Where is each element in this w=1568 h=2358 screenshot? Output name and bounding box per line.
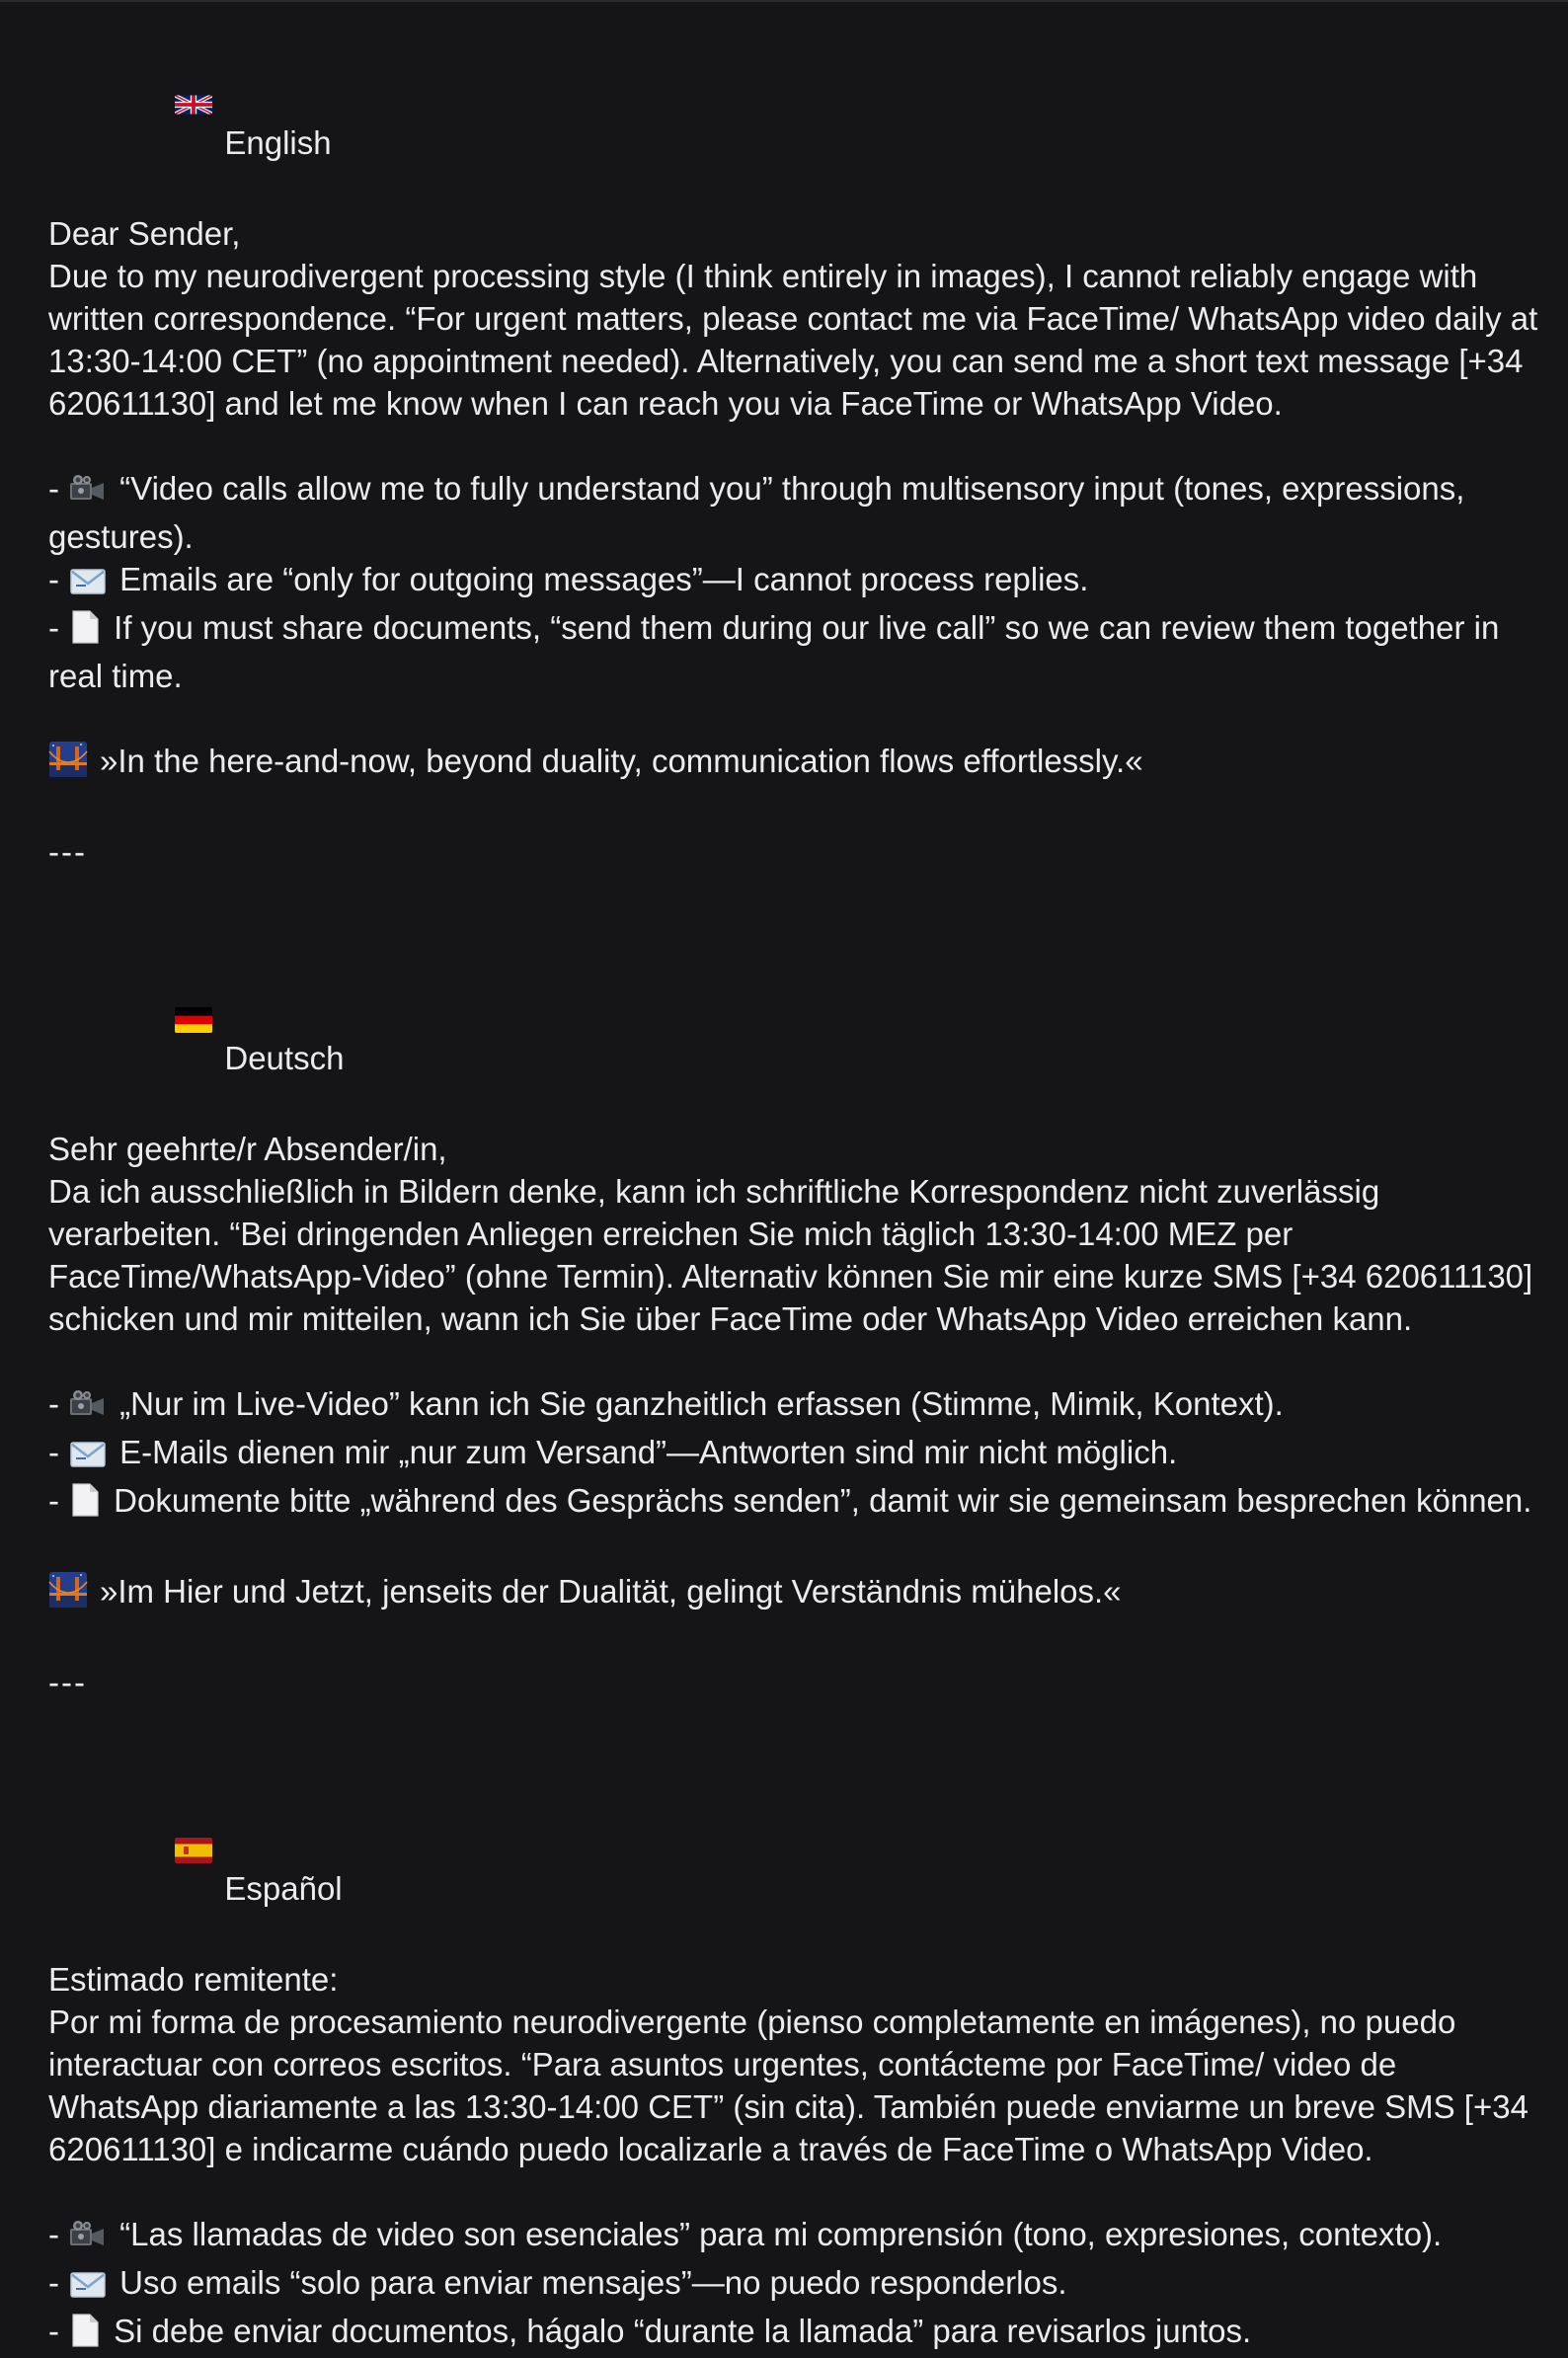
bullet-dash: - — [48, 2313, 59, 2349]
bullet-item — [48, 606, 1539, 697]
language-heading — [48, 915, 1539, 1128]
bullet-text: If you must share documents, “send them during our live call” so we can review them together in real time. — [48, 609, 1509, 694]
bullet-dash: - — [48, 1434, 59, 1470]
paragraph: Por mi forma de procesamiento neurodivergente (pienso completamente en imágenes), no puedo interactuar con correos escritos. “Para asuntos urgentes, contácteme por FaceTime/ video de WhatsApp diariamente a las 13:30-14:00 CET” (sin cita). También puede enviarme un breve SMS [+34 620611130] e indicarme cuándo puedo localizarle a través de FaceTime o WhatsApp Video. — [48, 2004, 1538, 2167]
greeting: Sehr geehrte/r Absender/in, — [48, 1131, 447, 1167]
bullet-text: Emails are “only for outgoing messages”—I cannot process replies. — [119, 561, 1089, 597]
bullet-dash: - — [48, 2264, 59, 2301]
bullet-item — [48, 1479, 1539, 1528]
bullet-dash: - — [48, 1385, 59, 1422]
bullet-text: Uso emails “solo para enviar mensajes”—no puedo responderlos. — [119, 2264, 1067, 2301]
quote-text: »Im Hier und Jetzt, jenseits der Dualität, gelingt Verständnis mühelos.« — [100, 1573, 1122, 1610]
bullet-item — [48, 2213, 1539, 2261]
bullet-item — [48, 2261, 1539, 2310]
message-body — [48, 0, 1547, 2358]
language-label: Deutsch — [224, 1040, 345, 1076]
envelope-icon — [68, 2267, 108, 2310]
document-icon — [68, 2313, 102, 2358]
bullet-text: „Nur im Live-Video” kann ich Sie ganzheitlich erfassen (Stimme, Mimik, Kontext). — [119, 1385, 1284, 1422]
bullet-item — [48, 1382, 1539, 1431]
language-label: Español — [224, 1870, 343, 1907]
greeting: Dear Sender, — [48, 215, 241, 252]
section-separator: --- — [48, 833, 87, 870]
section-deutsch — [48, 915, 1542, 1746]
bullet-text: Si debe enviar documentos, hágalo “durante la llamada” para revisarlos juntos. — [114, 2313, 1252, 2349]
video-camera-icon — [68, 2219, 108, 2261]
quote-text: »In the here-and-now, beyond duality, communication flows effortlessly.« — [100, 743, 1143, 779]
bullet-dash: - — [48, 609, 59, 646]
video-camera-icon — [68, 473, 108, 515]
document-icon — [68, 609, 102, 655]
bullet-item — [48, 467, 1539, 558]
uk-flag-icon — [103, 42, 212, 170]
bridge-at-night-icon — [48, 1571, 88, 1618]
document-icon — [68, 1482, 102, 1528]
bullet-dash: - — [48, 2216, 59, 2252]
bullet-text: “Video calls allow me to fully understand you” through multisensory input (tones, expressions, gestures). — [48, 470, 1474, 555]
section-english — [48, 0, 1547, 915]
bullet-item — [48, 2310, 1539, 2358]
language-heading — [48, 1746, 1539, 1958]
section-espanol — [48, 1746, 1539, 2358]
bullet-text: E-Mails dienen mir „nur zum Versand”—Antworten sind mir nicht möglich. — [119, 1434, 1178, 1470]
bullet-dash: - — [48, 1482, 59, 1519]
quote — [48, 1570, 1539, 1618]
greeting: Estimado remitente: — [48, 1961, 339, 1998]
germany-flag-icon — [103, 958, 212, 1085]
section-separator: --- — [48, 1664, 87, 1700]
envelope-icon — [68, 1437, 108, 1479]
quote — [48, 740, 1539, 788]
bullet-item — [48, 558, 1539, 606]
bullet-text: “Las llamadas de video son esenciales” para mi comprensión (tono, expresiones, contexto). — [119, 2216, 1443, 2252]
bullet-text: Dokumente bitte „während des Gesprächs senden”, damit wir sie gemeinsam besprechen können. — [114, 1482, 1532, 1519]
video-camera-icon — [68, 1388, 108, 1431]
language-label: English — [224, 124, 332, 161]
paragraph: Da ich ausschließlich in Bildern denke, kann ich schriftliche Korrespondenz nicht zuverlässig verarbeiten. “Bei dringenden Anliegen erreichen Sie mich täglich 13:30-14:00 MEZ per FaceTime/WhatsApp-Video” (ohne Termin). Alternativ können Sie mir eine kurze SMS [+34 620611130] schicken und mir mitteilen, wann ich Sie über FaceTime oder WhatsApp Video erreichen kann. — [48, 1173, 1542, 1337]
bridge-at-night-icon — [48, 741, 88, 788]
bullet-dash: - — [48, 470, 59, 507]
spain-flag-icon — [103, 1788, 212, 1916]
bullet-dash: - — [48, 561, 59, 597]
bullet-item — [48, 1431, 1539, 1479]
paragraph: Due to my neurodivergent processing style (I think entirely in images), I cannot reliably engage with written correspondence. “For urgent matters, please contact me via FaceTime/ WhatsApp video daily at 13:30-14:00 CET” (no appointment needed). Alternatively, you can send me a short text message [+34 620611130] and let me know when I can reach you via FaceTime or WhatsApp Video. — [48, 258, 1547, 422]
language-heading — [48, 0, 1539, 212]
envelope-icon — [68, 564, 108, 606]
